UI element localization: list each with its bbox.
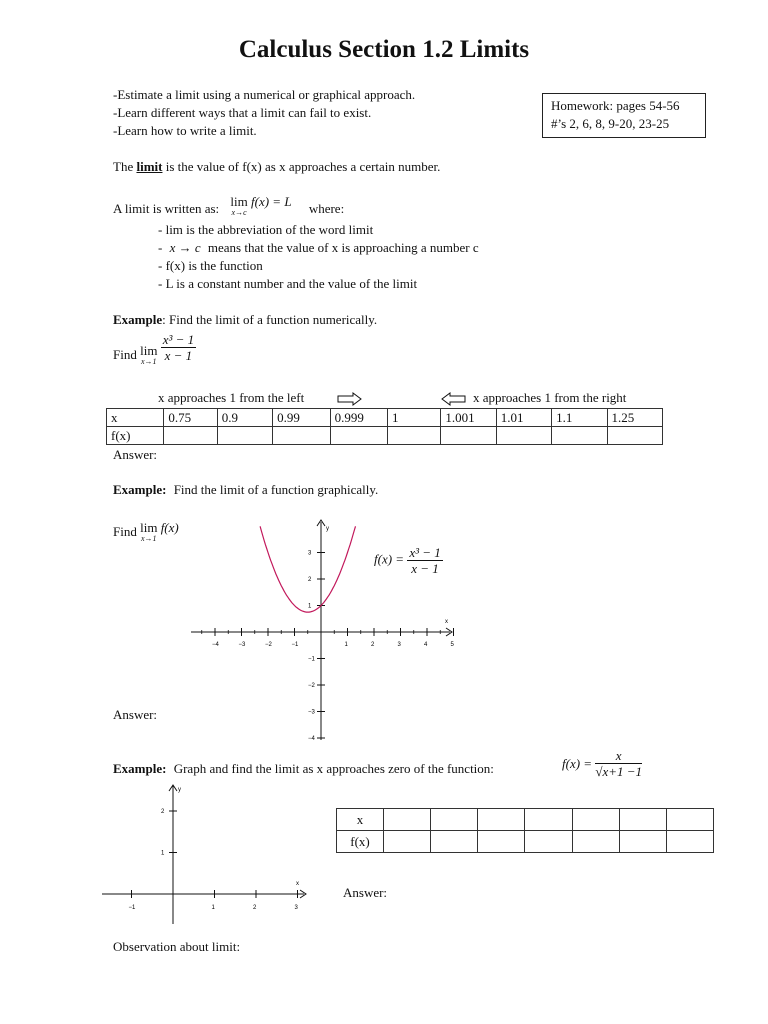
example-3-label: Example:	[113, 761, 167, 776]
definition-post: is the value of f(x) as x approaches a certain number.	[162, 159, 441, 174]
bullet-constant: - L is a constant number and the value of the limit	[158, 276, 418, 291]
table-row-fx	[107, 427, 663, 445]
x-tick-label: 2	[253, 905, 257, 911]
y-tick-label: 3	[308, 550, 312, 557]
example-2-find	[113, 518, 179, 543]
x-tick-label: 3	[294, 905, 298, 911]
table-cell-empty[interactable]	[619, 809, 666, 831]
example-3-table	[336, 808, 714, 853]
table-cell-empty[interactable]	[384, 809, 431, 831]
limit-definition	[113, 158, 440, 176]
lim-word: lim	[230, 194, 248, 209]
lim-subscript: x→c	[231, 208, 247, 217]
table-cell-empty[interactable]	[431, 809, 478, 831]
table-cell: 1.01	[496, 409, 551, 427]
table-row-x	[107, 409, 663, 427]
x-tick-label: 4	[424, 642, 428, 648]
parabola-curve	[260, 526, 355, 612]
limit-notation	[230, 196, 247, 218]
table-cell-empty[interactable]	[496, 427, 551, 445]
x-tick-label: 5	[450, 642, 454, 648]
example-1-find	[113, 332, 196, 372]
example-2-function	[374, 545, 443, 576]
table-cell: 0.9	[217, 409, 272, 427]
table-cell-empty[interactable]	[525, 809, 572, 831]
example-3-text: Graph and find the limit as x approaches zero of the function:	[173, 761, 494, 776]
y-tick-label: −3	[308, 709, 315, 716]
fraction-numerator: x	[595, 748, 642, 764]
y-tick-label: −2	[308, 683, 315, 689]
bullet-lim: - lim is the abbreviation of the word limit	[158, 222, 374, 237]
fraction-denominator: x − 1	[411, 561, 439, 576]
y-tick-label: 2	[161, 809, 165, 815]
where-text: where:	[308, 200, 345, 216]
objective-2: -Learn different ways that a limit can fail to exist.	[113, 105, 372, 120]
x-tick-label: −4	[212, 642, 219, 648]
find-word: Find	[113, 347, 137, 363]
homework-problems: #’s 2, 6, 8, 9-20, 23-25	[551, 116, 670, 131]
observation-prompt: Observation about limit:	[113, 939, 241, 954]
x-tick-label: 2	[371, 642, 375, 648]
y-axis-label: y	[326, 526, 329, 532]
y-axis-label: y	[178, 787, 181, 793]
find-word: Find	[113, 523, 137, 539]
table-cell-empty[interactable]	[666, 809, 713, 831]
example-3-answer: Answer:	[343, 885, 388, 900]
table-cell-empty[interactable]	[478, 831, 525, 853]
example-1-heading	[113, 311, 377, 329]
limit-notation-line	[113, 193, 345, 221]
table-cell-empty[interactable]	[666, 831, 713, 853]
denominator-tail: −1	[623, 764, 643, 779]
graph-example-3	[100, 782, 310, 927]
objective-3: -Learn how to write a limit.	[113, 123, 257, 138]
x-tick-label: 1	[344, 642, 348, 648]
example-2-answer: Answer:	[113, 707, 158, 722]
table-row-fx	[337, 831, 714, 853]
table-cell: 1	[387, 409, 440, 427]
table-cell: 1.25	[607, 409, 662, 427]
lim-subscript: x→1	[140, 356, 157, 366]
example-2-lim	[140, 522, 157, 544]
table-cell: 0.75	[164, 409, 217, 427]
limit-expression: f(x) = L	[251, 193, 292, 209]
bullet-dash: -	[158, 240, 163, 255]
table-cell: f(x)	[107, 427, 164, 445]
fraction-denominator: x − 1	[164, 348, 193, 363]
radicand: x+1	[602, 764, 624, 779]
x-tick-label: −3	[238, 642, 246, 648]
right-arrow-icon	[337, 392, 363, 406]
table-cell: 0.999	[330, 409, 387, 427]
function-lhs: f(x) =	[562, 756, 593, 772]
limit-expression: f(x)	[160, 519, 179, 535]
example-1-text: : Find the limit of a function numerically.	[162, 312, 378, 327]
table-cell-empty[interactable]	[431, 831, 478, 853]
y-tick-label: 1	[161, 850, 165, 857]
table-cell-empty[interactable]	[525, 831, 572, 853]
table-cell-empty[interactable]	[441, 427, 496, 445]
table-cell: f(x)	[337, 831, 384, 853]
example-2-label: Example:	[113, 482, 167, 497]
example-2-heading	[113, 481, 378, 499]
left-arrow-icon	[440, 392, 466, 406]
lim-word: lim	[140, 342, 158, 358]
x-tick-label: 3	[397, 642, 401, 648]
bullet-function: - f(x) is the function	[158, 258, 263, 273]
table-cell-empty[interactable]	[217, 427, 272, 445]
bullet-approach-text: means that the value of x is approaching a number c	[207, 240, 479, 255]
table-cell-empty[interactable]	[478, 809, 525, 831]
objective-1: -Estimate a limit using a numerical or graphical approach.	[113, 87, 416, 102]
notation-intro: A limit is written as:	[113, 200, 220, 216]
x-tick-label: −2	[265, 642, 272, 648]
table-row-x	[337, 809, 714, 831]
fraction-numerator: x³ − 1	[409, 545, 441, 560]
example-2-text: Find the limit of a function graphically.	[173, 482, 379, 497]
example-1-lim	[140, 342, 158, 367]
table-cell-empty[interactable]	[330, 427, 387, 445]
example-3-fraction	[595, 748, 642, 779]
table-cell: x	[337, 809, 384, 831]
example-1-label: Example	[113, 312, 163, 327]
example-3-function	[562, 748, 642, 779]
table-cell-empty[interactable]	[384, 831, 431, 853]
right-approach-label: x approaches 1 from the right	[473, 390, 627, 405]
left-approach-label: x approaches 1 from the left	[158, 390, 305, 405]
table-cell: 1.1	[552, 409, 607, 427]
table-cell-empty[interactable]	[572, 831, 619, 853]
definition-word: limit	[136, 159, 163, 174]
definition-pre: The	[113, 159, 137, 174]
example-3-heading	[113, 760, 494, 778]
fraction-numerator: x³ − 1	[162, 332, 195, 347]
fraction-denominator: √x+1 −1	[595, 764, 643, 779]
page-title: Calculus Section 1.2 Limits	[238, 36, 530, 63]
lim-word: lim	[140, 520, 158, 535]
table-cell-empty[interactable]	[164, 427, 217, 445]
table-cell: x	[107, 409, 164, 427]
y-tick-label: 1	[308, 603, 312, 610]
example-2-fraction	[407, 545, 442, 576]
table-cell: 1.001	[441, 409, 496, 427]
y-tick-label: −4	[308, 736, 315, 742]
x-tick-label: −1	[291, 642, 299, 648]
numeric-table	[106, 408, 663, 445]
x-axis-label: x	[296, 881, 299, 887]
example-1-fraction	[161, 332, 196, 363]
x-axis-label: x	[445, 619, 448, 625]
y-tick-label: 2	[308, 577, 312, 583]
x-tick-label: 1	[211, 905, 215, 911]
table-cell: 0.99	[273, 409, 330, 427]
table-cell-empty[interactable]	[387, 427, 440, 445]
function-lhs: f(x) =	[374, 551, 405, 567]
y-tick-label: −1	[308, 656, 315, 663]
example-1-answer: Answer:	[113, 447, 158, 462]
x-tick-label: −1	[128, 905, 136, 911]
table-cell-empty[interactable]	[552, 427, 607, 445]
lim-subscript: x→1	[140, 534, 157, 543]
table-cell-empty[interactable]	[607, 427, 662, 445]
x-to-c: x → c	[169, 240, 201, 255]
homework-box	[542, 93, 706, 138]
homework-pages: Homework: pages 54-56	[551, 98, 680, 113]
table-cell-empty[interactable]	[572, 809, 619, 831]
table-cell-empty[interactable]	[619, 831, 666, 853]
bullet-approach	[158, 239, 479, 257]
table-cell-empty[interactable]	[273, 427, 330, 445]
